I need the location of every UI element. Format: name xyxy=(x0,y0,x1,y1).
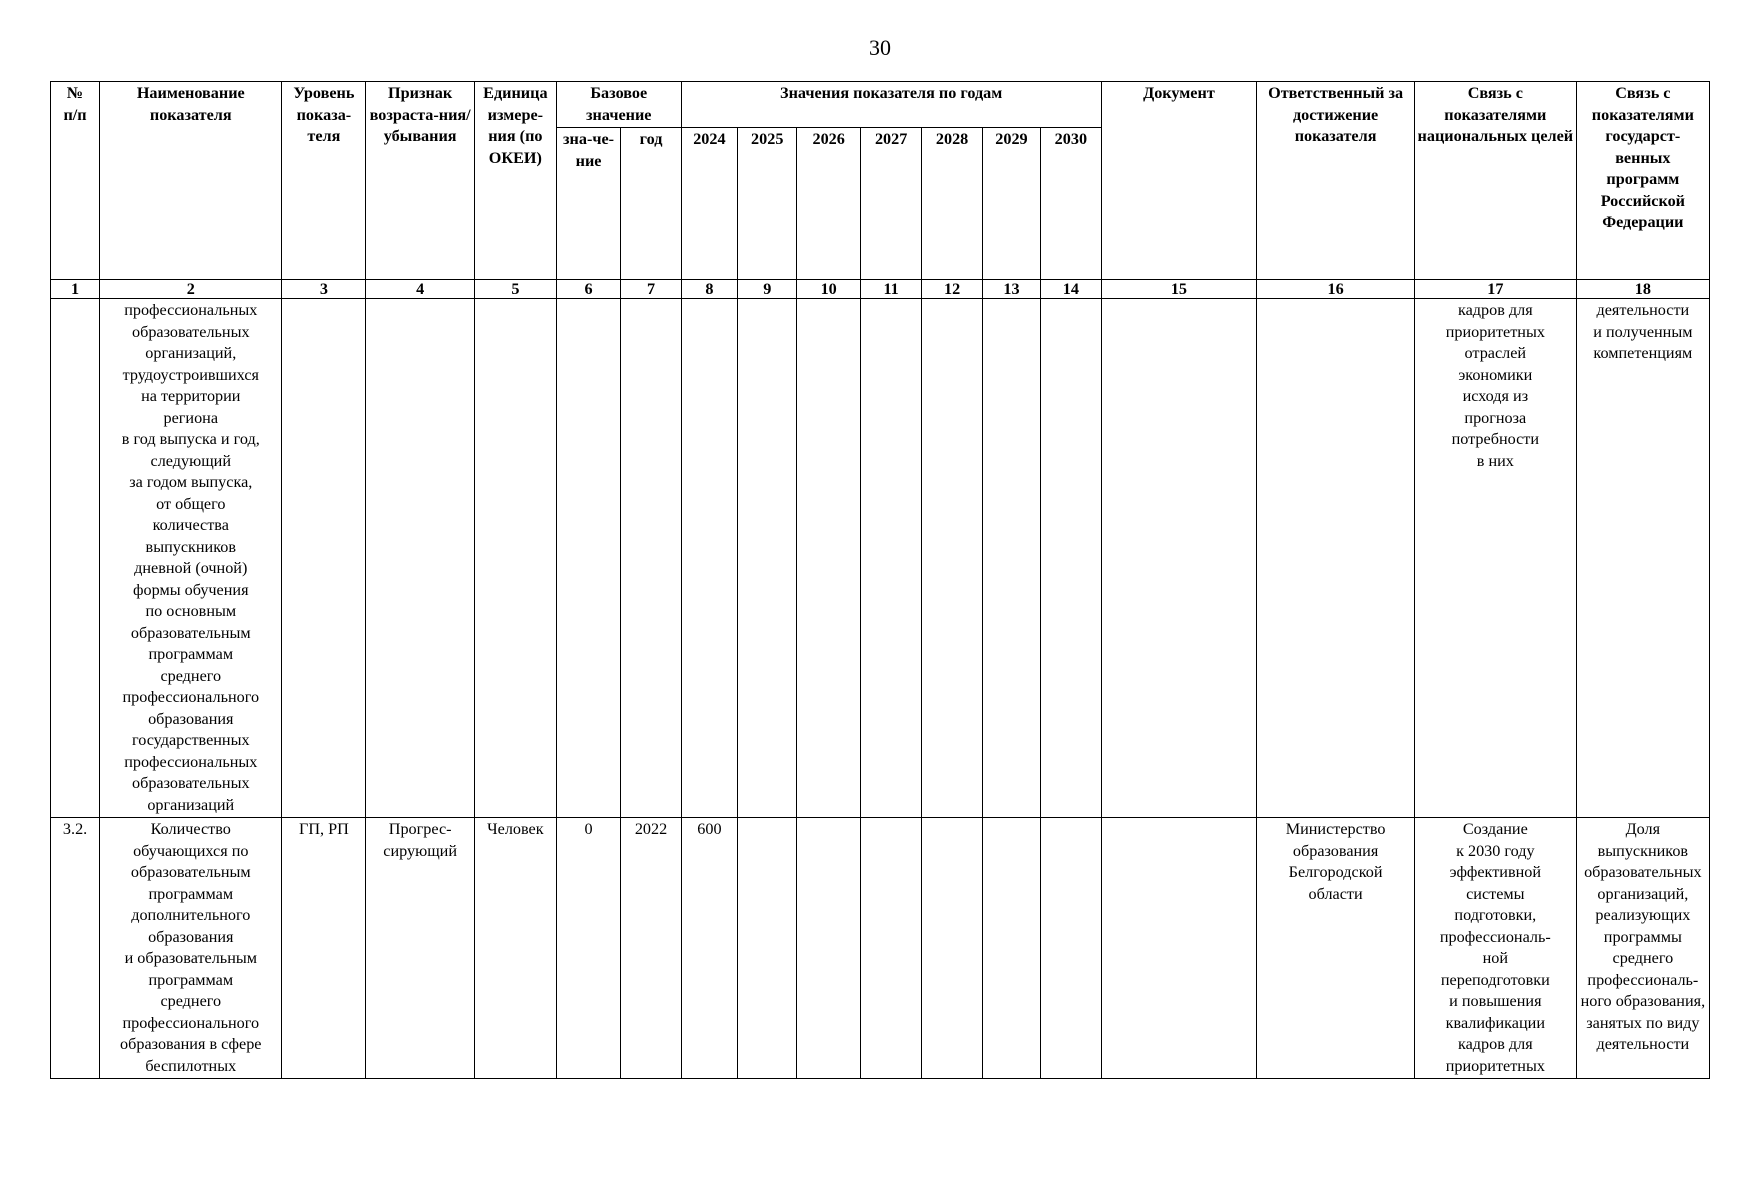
responsible xyxy=(1257,299,1415,818)
value-2027 xyxy=(860,299,921,818)
value-2024: 600 xyxy=(681,818,737,1079)
column-number: 18 xyxy=(1576,280,1709,299)
indicator-name: профессиональных образовательных организаций, трудоустроившихся на территории региона в год выпуска и год, следующий за годом выпуска, от общего количества выпускников дневной (очной) формы обучения по основным образовательным программам среднего профессионального образования государственных профессиональных образовательных организаций xyxy=(100,299,282,818)
column-number: 6 xyxy=(556,280,621,299)
base-value: 0 xyxy=(556,818,621,1079)
header-base-value-year: год xyxy=(621,128,681,280)
column-number: 10 xyxy=(797,280,860,299)
header-year-2025: 2025 xyxy=(738,128,797,280)
header-growth-sign: Признак возраста-ния/ убывания xyxy=(366,82,475,280)
national-goals-link: кадров для приоритетных отраслей экономики исходя из прогноза потребности в них xyxy=(1414,299,1576,818)
national-goals-link: Создание к 2030 году эффективной системы подготовки, профессиональ- ной переподготовки и повышения квалификации кадров для приоритетных xyxy=(1414,818,1576,1079)
value-2029 xyxy=(982,818,1040,1079)
state-programs-link: Доля выпускников образовательных организаций, реализующих программы среднего профессиональ- ного образования, занятых по виду деятельности xyxy=(1576,818,1709,1079)
responsible: Министерство образования Белгородской области xyxy=(1257,818,1415,1079)
value-2026 xyxy=(797,299,860,818)
indicators-table xyxy=(50,81,1710,1079)
column-number: 7 xyxy=(621,280,681,299)
base-year xyxy=(621,299,681,818)
indicator-level xyxy=(282,299,366,818)
header-year-2030: 2030 xyxy=(1041,128,1101,280)
header-base-value-value: зна-че-ние xyxy=(556,128,621,280)
unit: Человек xyxy=(474,818,556,1079)
header-unit: Единица измере-ния (по ОКЕИ) xyxy=(474,82,556,280)
value-2025 xyxy=(738,299,797,818)
column-number: 16 xyxy=(1257,280,1415,299)
value-2024 xyxy=(681,299,737,818)
value-2028 xyxy=(922,299,982,818)
header-year-2028: 2028 xyxy=(922,128,982,280)
value-2030 xyxy=(1041,299,1101,818)
row-number: 3.2. xyxy=(51,818,100,1079)
column-number: 1 xyxy=(51,280,100,299)
header-national-goals: Связь с показателями национальных целей xyxy=(1414,82,1576,280)
header-document: Документ xyxy=(1101,82,1257,280)
column-number: 14 xyxy=(1041,280,1101,299)
column-number: 15 xyxy=(1101,280,1257,299)
indicator-name: Количество обучающихся по образовательным программам дополнительного образования и образовательным программам среднего профессионального образования в сфере беспилотных xyxy=(100,818,282,1079)
value-2027 xyxy=(860,818,921,1079)
header-number: № п/п xyxy=(51,82,100,280)
header-indicator-level: Уровень показа-теля xyxy=(282,82,366,280)
document xyxy=(1101,818,1257,1079)
indicator-level: ГП, РП xyxy=(282,818,366,1079)
column-number: 11 xyxy=(860,280,921,299)
value-2025 xyxy=(738,818,797,1079)
header-year-2029: 2029 xyxy=(982,128,1040,280)
column-number: 12 xyxy=(922,280,982,299)
header-year-2026: 2026 xyxy=(797,128,860,280)
base-year: 2022 xyxy=(621,818,681,1079)
header-responsible: Ответственный за достижение показателя xyxy=(1257,82,1415,280)
column-numbers-row xyxy=(51,280,1710,299)
state-programs-link: деятельности и полученным компетенциям xyxy=(1576,299,1709,818)
growth-sign: Прогрес- сирующий xyxy=(366,818,475,1079)
value-2026 xyxy=(797,818,860,1079)
header-base-value: Базовое значение xyxy=(556,82,681,128)
column-number: 4 xyxy=(366,280,475,299)
column-number: 9 xyxy=(738,280,797,299)
column-number: 5 xyxy=(474,280,556,299)
unit xyxy=(474,299,556,818)
value-2030 xyxy=(1041,818,1101,1079)
header-state-programs: Связь с показателями государст-венных программ Российской Федерации xyxy=(1576,82,1709,280)
header-year-2024: 2024 xyxy=(681,128,737,280)
page-number: 30 xyxy=(869,35,891,60)
growth-sign xyxy=(366,299,475,818)
column-number: 13 xyxy=(982,280,1040,299)
column-number: 17 xyxy=(1414,280,1576,299)
column-number: 2 xyxy=(100,280,282,299)
table-row xyxy=(51,299,1710,818)
column-number: 3 xyxy=(282,280,366,299)
header-yearly-values: Значения показателя по годам xyxy=(681,82,1101,128)
header-indicator-name: Наименование показателя xyxy=(100,82,282,280)
value-2028 xyxy=(922,818,982,1079)
row-number xyxy=(51,299,100,818)
value-2029 xyxy=(982,299,1040,818)
column-number: 8 xyxy=(681,280,737,299)
header-year-2027: 2027 xyxy=(860,128,921,280)
document xyxy=(1101,299,1257,818)
base-value xyxy=(556,299,621,818)
table-row xyxy=(51,818,1710,1079)
